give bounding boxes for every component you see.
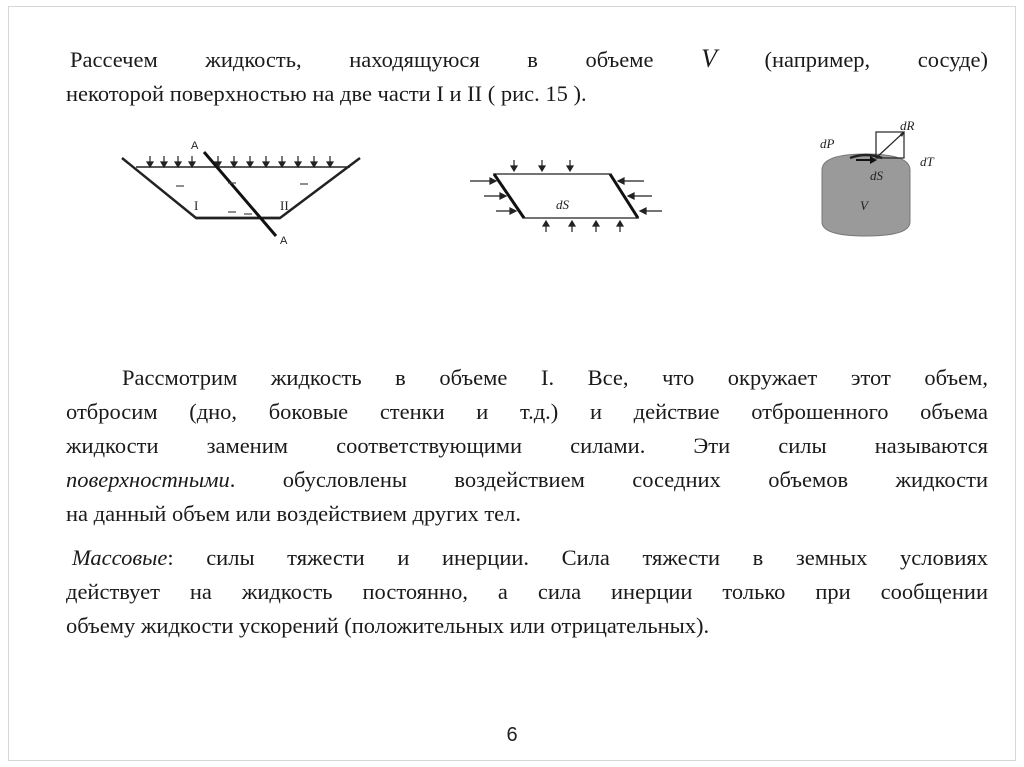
down-arrow	[539, 160, 545, 171]
surface-forces-line-1	[66, 361, 988, 395]
surface-forces-paragraph	[66, 361, 988, 531]
label-v: V	[860, 198, 868, 213]
term-mass-forces: Массовые	[72, 545, 168, 570]
surface-element-figure	[466, 156, 666, 236]
right-arrow	[470, 178, 496, 184]
intro-line-1	[66, 42, 988, 77]
mass-forces-line-1	[66, 541, 988, 575]
surface-forces-line-5: на данный объем или воздействием других тел.	[66, 501, 521, 526]
intro-text-before-var: Рассечем жидкость, находящуюся в объеме	[70, 47, 702, 72]
label-a-top: A	[191, 140, 199, 152]
surface-forces-line-3: жидкости заменим соответствующими силами. Эти силы называются	[66, 433, 988, 458]
left-arrow	[628, 193, 652, 199]
left-arrow	[640, 208, 662, 214]
label-part-ii: II	[280, 198, 289, 213]
down-arrow	[189, 156, 195, 167]
volume-cylinder	[822, 154, 910, 236]
down-arrow	[311, 156, 317, 167]
intro-line-2: некоторой поверхностью на две части I и II ( рис. 15 ).	[66, 81, 587, 106]
right-arrow	[496, 208, 516, 214]
volume-variable: V	[701, 44, 717, 73]
down-arrow	[295, 156, 301, 167]
label-ds: dS	[556, 197, 569, 212]
mass-forces-line-2: действует на жидкость постоянно, а сила инерции только при сообщении	[66, 579, 988, 604]
down-arrow	[279, 156, 285, 167]
left-arrow	[618, 178, 644, 184]
surface-forces-line-1-text: Рассмотрим жидкость в объеме I. Все, что окружает этот объем,	[122, 365, 988, 390]
up-arrow	[543, 221, 549, 232]
up-arrow	[617, 221, 623, 232]
label-ds: dS	[870, 168, 883, 183]
down-arrow	[327, 156, 333, 167]
right-arrow	[484, 193, 506, 199]
down-arrow	[161, 156, 167, 167]
mass-forces-line-1-text: : силы тяжести и инерции. Сила тяжести в земных условиях	[167, 545, 988, 570]
down-arrow	[567, 160, 573, 171]
label-a-bottom: A	[280, 235, 288, 247]
down-arrow	[175, 156, 181, 167]
label-dp: dP	[820, 136, 835, 151]
intro-text-after-var: (например, сосуде)	[716, 47, 988, 72]
surface-forces-line-4-text: . обусловлены воздействием соседних объемов жидкости	[229, 467, 988, 492]
label-dr: dR	[900, 118, 915, 133]
down-arrow	[263, 156, 269, 167]
force-dr-vector	[876, 132, 904, 158]
surface-forces-line-4	[66, 463, 988, 497]
vessel-section-figure	[118, 136, 368, 256]
down-arrow	[147, 156, 153, 167]
volume-force-figure	[816, 118, 966, 238]
down-arrow	[231, 156, 237, 167]
up-arrow	[569, 221, 575, 232]
label-part-i: I	[194, 198, 199, 213]
mass-forces-paragraph	[66, 541, 988, 643]
surface-pressure-arrows	[147, 156, 333, 167]
bottom-arrows	[543, 221, 623, 232]
term-surface-forces: поверхностными	[66, 467, 230, 492]
page-number: 6	[506, 724, 518, 746]
label-dt: dT	[920, 154, 934, 169]
mass-forces-line-3: объему жидкости ускорений (положительных или отрицательных).	[66, 613, 710, 638]
down-arrow	[247, 156, 253, 167]
surface-forces-line-2: отбросим (дно, боковые стенки и т.д.) и действие отброшенного объема	[66, 399, 988, 424]
up-arrow	[593, 221, 599, 232]
down-arrow	[511, 160, 517, 171]
top-arrows	[511, 160, 573, 171]
intro-paragraph	[66, 42, 988, 111]
